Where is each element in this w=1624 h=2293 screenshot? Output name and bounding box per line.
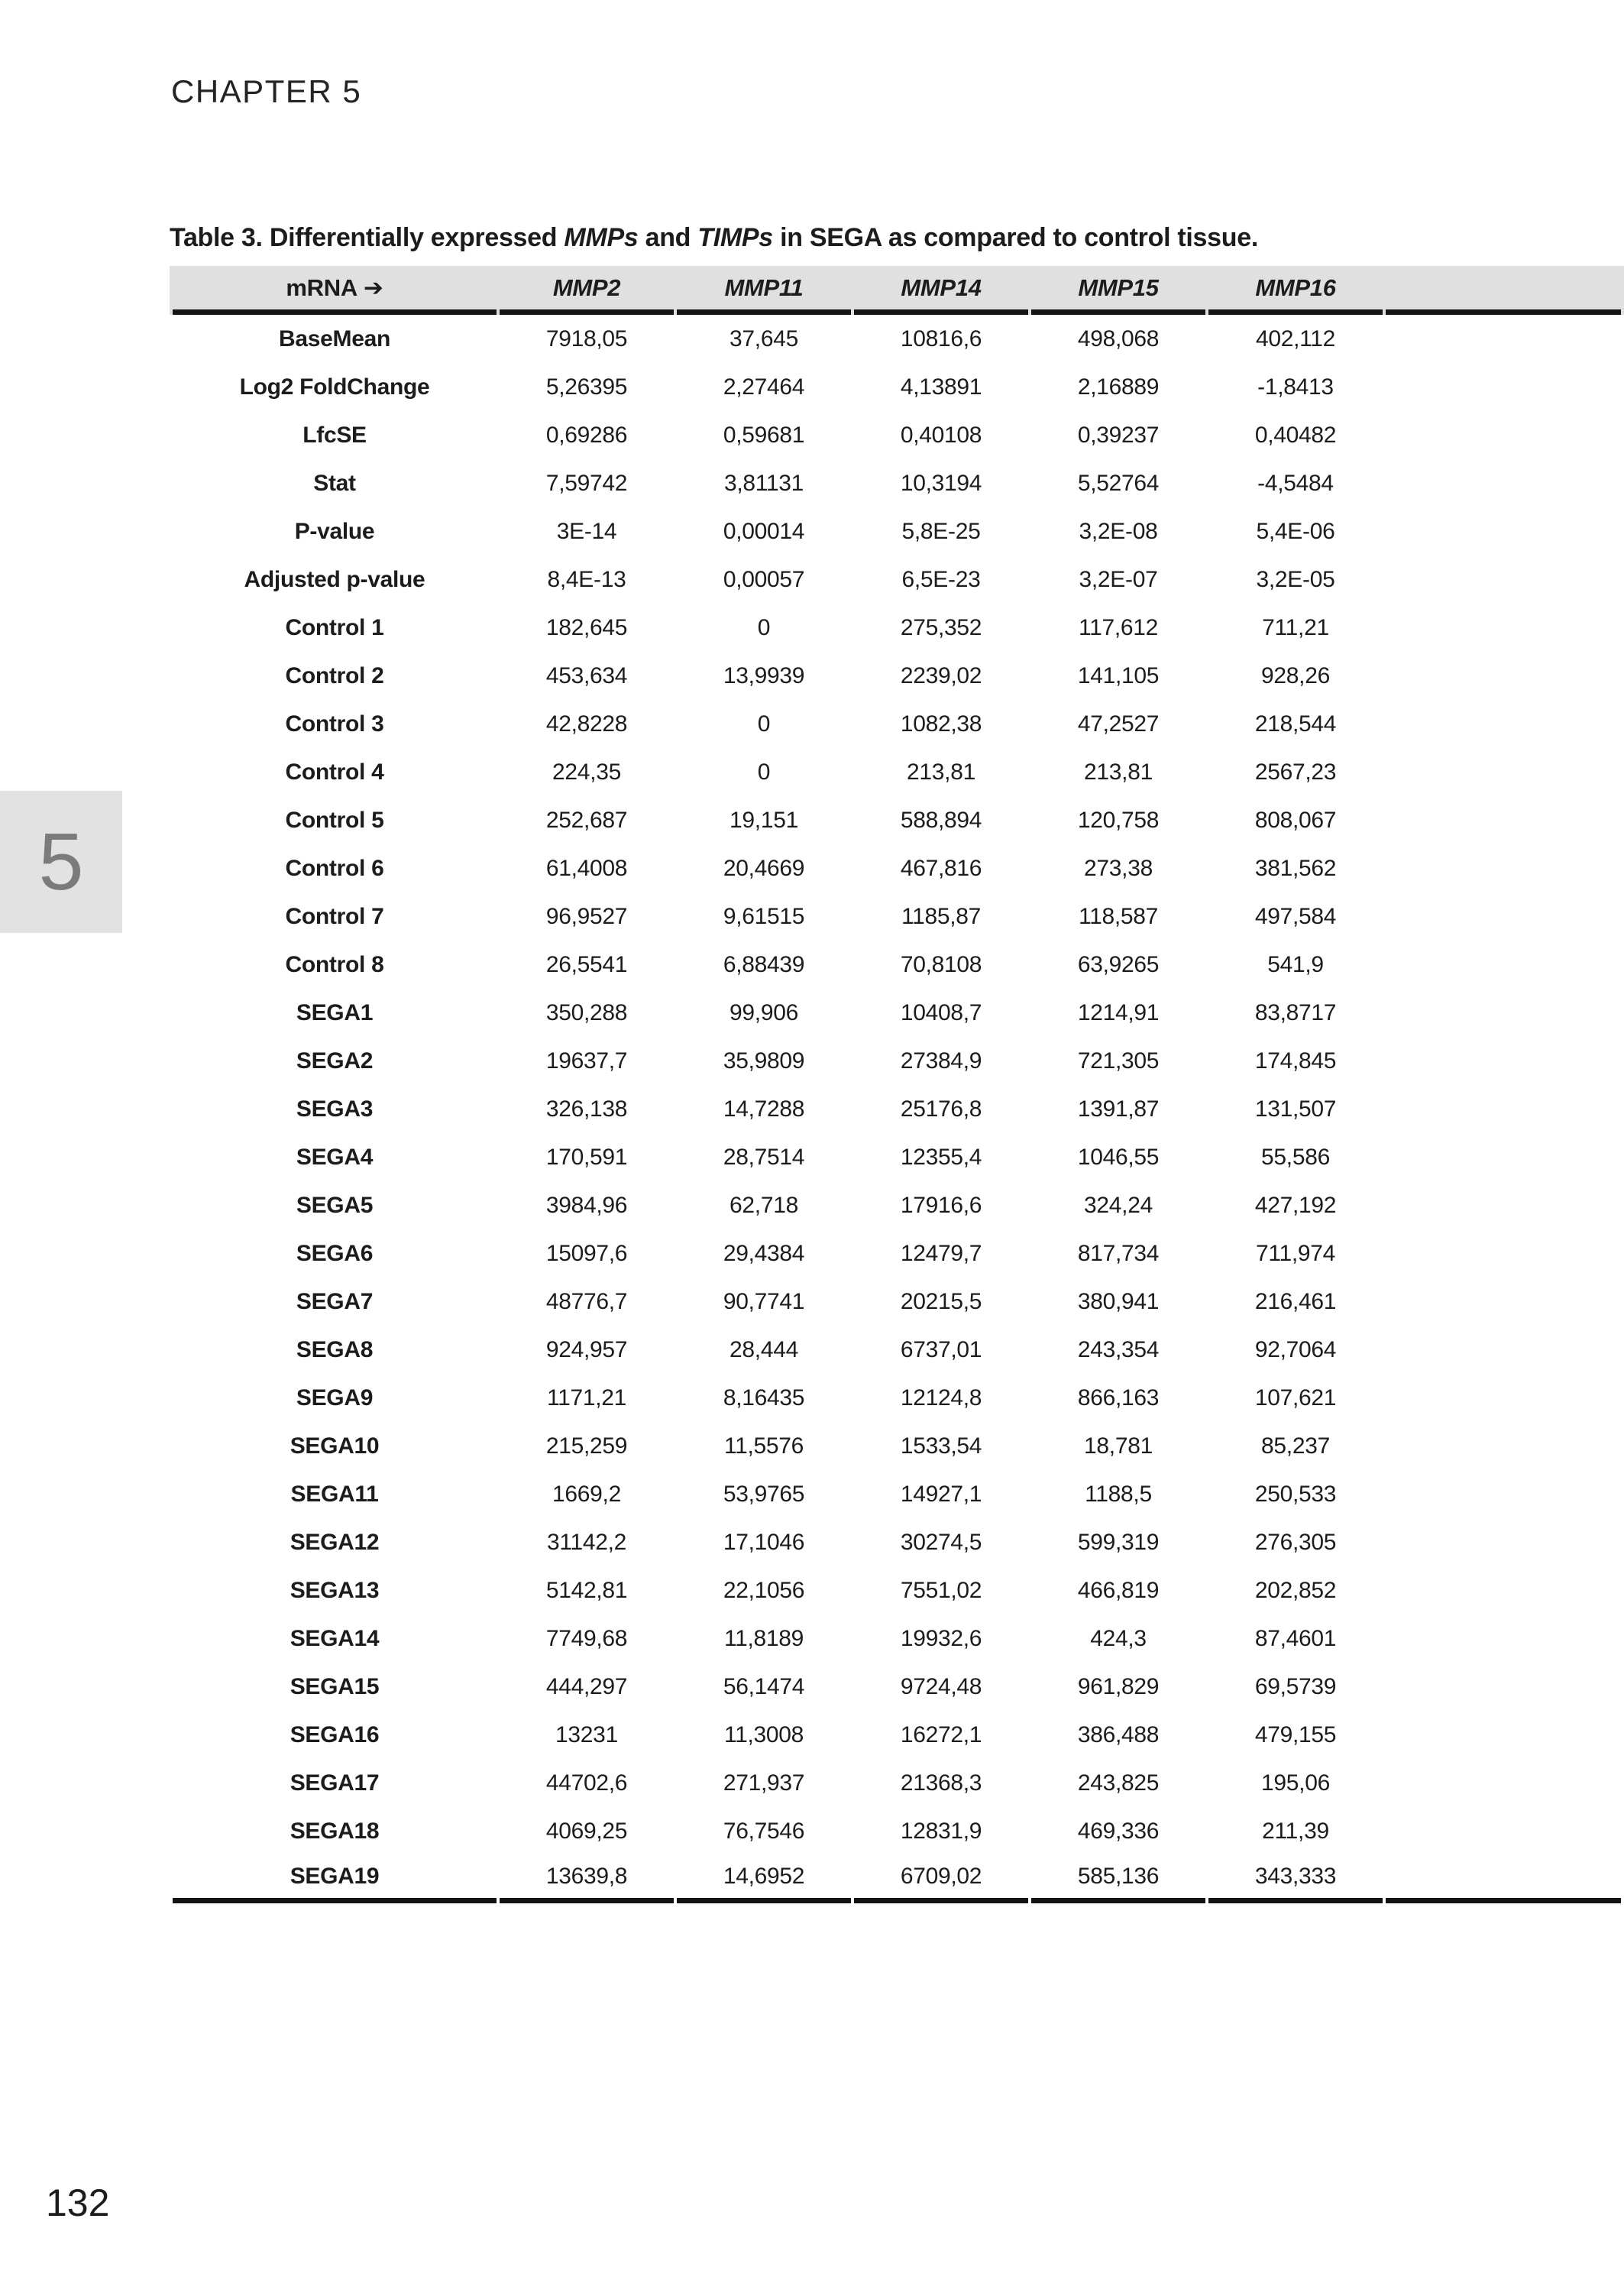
table-cell-filler	[1386, 555, 1621, 604]
column-header-mmp16: MMP16	[1208, 266, 1383, 315]
table-cell: 202,852	[1254, 1577, 1337, 1603]
table-cell: 11,3008	[723, 1721, 804, 1747]
table-cell: 19932,6	[900, 1625, 982, 1651]
table-cell-filler	[1386, 1181, 1621, 1229]
table-cell: 243,825	[1077, 1770, 1160, 1796]
table-cell: 721,305	[1077, 1048, 1160, 1074]
table-row	[173, 1711, 1621, 1759]
table-cell-filler	[1386, 989, 1621, 1037]
table-cell: 17,1046	[723, 1529, 805, 1555]
chapter-tab	[0, 791, 122, 933]
table-cell: 326,138	[545, 1096, 628, 1122]
table-cell: 424,3	[1090, 1625, 1147, 1651]
table-cell: 1188,5	[1085, 1481, 1152, 1507]
row-label: SEGA18	[290, 1818, 380, 1844]
table-cell: 13231	[555, 1721, 618, 1747]
table-cell: 96,9527	[545, 903, 628, 929]
mrna-label: mRNA	[286, 274, 357, 301]
table-cell: 252,687	[545, 807, 628, 833]
table-cell: 1171,21	[546, 1385, 627, 1410]
row-label: SEGA14	[290, 1625, 380, 1651]
row-label: SEGA9	[296, 1385, 374, 1410]
mmp-table	[170, 266, 1624, 1903]
table-cell: 402,112	[1255, 325, 1336, 351]
table-cell: 380,941	[1077, 1288, 1160, 1314]
table-cell: 42,8228	[545, 711, 628, 737]
table-cell: 585,136	[1031, 1855, 1205, 1903]
table-cell: 37,645	[730, 325, 798, 351]
table-cell-filler	[1386, 1518, 1621, 1566]
table-cell-filler	[1386, 1759, 1621, 1807]
table-cell-filler	[1386, 844, 1621, 892]
table-cell: 21368,3	[900, 1770, 982, 1796]
row-label: Control 8	[285, 951, 384, 977]
table-cell-filler	[1386, 1614, 1621, 1663]
table-cell: 27384,9	[900, 1048, 982, 1074]
table-cell-filler	[1386, 315, 1621, 363]
row-label: Log2 FoldChange	[239, 374, 430, 400]
table-cell: 8,4E-13	[547, 566, 626, 592]
row-label: SEGA13	[290, 1577, 380, 1603]
table-cell: 61,4008	[545, 855, 628, 881]
table-row	[173, 555, 1621, 604]
table-cell: 497,584	[1254, 903, 1337, 929]
table-cell: 14,6952	[677, 1855, 851, 1903]
chapter-tab-number: 5	[38, 817, 84, 907]
table-cell: 1214,91	[1077, 999, 1160, 1025]
table-cell: 213,81	[1084, 759, 1153, 785]
table-cell-filler	[1386, 459, 1621, 507]
table-cell: 17916,6	[900, 1192, 982, 1218]
table-cell-filler	[1386, 1374, 1621, 1422]
table-cell-filler	[1386, 1711, 1621, 1759]
table-cell: 20215,5	[900, 1288, 982, 1314]
table-row	[173, 748, 1621, 796]
table-cell: 170,591	[545, 1144, 628, 1170]
row-label: Control 6	[285, 855, 384, 881]
table-cell: 276,305	[1254, 1529, 1337, 1555]
table-row	[173, 363, 1621, 411]
table-cell: 10408,7	[900, 999, 982, 1025]
row-label: SEGA19	[173, 1855, 497, 1903]
table-cell: 118,587	[1078, 903, 1159, 929]
row-label: Control 1	[285, 614, 384, 640]
table-cell: 1669,2	[552, 1481, 621, 1507]
row-label: SEGA17	[290, 1770, 380, 1796]
row-label: SEGA11	[290, 1481, 379, 1507]
table-cell: 250,533	[1254, 1481, 1337, 1507]
table-cell-filler	[1386, 1278, 1621, 1326]
column-header-mrna	[173, 266, 497, 315]
table-cell: 15097,6	[545, 1240, 628, 1266]
table-row	[173, 652, 1621, 700]
right-arrow-icon: ➔	[363, 274, 383, 301]
table-cell: 10816,6	[900, 325, 982, 351]
table-row	[173, 1566, 1621, 1614]
table-cell: 63,9265	[1077, 951, 1160, 977]
table-cell: 1391,87	[1077, 1096, 1160, 1122]
table-cell: 216,461	[1254, 1288, 1337, 1314]
table-cell: 866,163	[1077, 1385, 1160, 1410]
row-label: Control 5	[285, 807, 384, 833]
table-cell-filler	[1386, 652, 1621, 700]
table-cell: 12124,8	[900, 1385, 982, 1410]
table-cell: 29,4384	[723, 1240, 805, 1266]
table-cell: 28,7514	[723, 1144, 805, 1170]
table-cell-filler	[1386, 796, 1621, 844]
table-cell: 9724,48	[900, 1673, 982, 1699]
table-title-text-2: and	[638, 223, 698, 252]
table-cell: 14927,1	[900, 1481, 982, 1507]
row-label: SEGA4	[296, 1144, 374, 1170]
row-label: Adjusted p-value	[244, 566, 425, 592]
row-label: SEGA8	[296, 1336, 374, 1362]
table-cell: 215,259	[545, 1433, 628, 1459]
row-label: Control 3	[285, 711, 384, 737]
table-title-label: Table 3.	[170, 223, 263, 252]
table-cell: 10,3194	[900, 470, 982, 496]
table-cell: 4,13891	[900, 374, 982, 400]
table-cell: 11,8189	[723, 1625, 804, 1651]
table-cell: 56,1474	[723, 1673, 805, 1699]
table-cell: 211,39	[1262, 1818, 1329, 1844]
table-cell: 5142,81	[545, 1577, 628, 1603]
header-filler	[1386, 266, 1621, 315]
table-cell: 30274,5	[900, 1529, 982, 1555]
row-label: SEGA15	[290, 1673, 380, 1699]
table-cell-filler	[1386, 748, 1621, 796]
table-cell: 26,5541	[545, 951, 628, 977]
table-cell: 3,2E-05	[1256, 566, 1335, 592]
table-cell: 6,88439	[723, 951, 805, 977]
table-cell: 961,829	[1077, 1673, 1160, 1699]
table-row	[173, 1518, 1621, 1566]
row-label: SEGA3	[296, 1096, 374, 1122]
table-cell: 218,544	[1254, 711, 1337, 737]
table-cell: 13,9939	[723, 662, 805, 688]
table-cell: 48776,7	[545, 1288, 628, 1314]
table-row	[173, 315, 1621, 363]
table-cell: 5,4E-06	[1256, 518, 1335, 544]
table-cell: 83,8717	[1254, 999, 1337, 1025]
table-cell: 808,067	[1254, 807, 1337, 833]
table-row	[173, 1133, 1621, 1181]
table-cell: 2,27464	[723, 374, 805, 400]
table-cell: 453,634	[545, 662, 628, 688]
table-cell: 12355,4	[900, 1144, 982, 1170]
table-cell: 14,7288	[723, 1096, 805, 1122]
table-cell-filler	[1386, 1855, 1621, 1903]
table-row	[173, 700, 1621, 748]
table-cell: 131,507	[1254, 1096, 1337, 1122]
table-cell-filler	[1386, 892, 1621, 941]
table-cell: 5,52764	[1077, 470, 1160, 496]
table-cell: 6737,01	[900, 1336, 982, 1362]
table-cell: 90,7741	[723, 1288, 805, 1314]
row-label: LfcSE	[302, 422, 367, 448]
table-cell-filler	[1386, 941, 1621, 989]
table-cell: 466,819	[1077, 1577, 1160, 1603]
table-row	[173, 604, 1621, 652]
table-cell: 99,906	[730, 999, 798, 1025]
table-cell: 55,586	[1261, 1144, 1330, 1170]
table-cell: 3,2E-08	[1079, 518, 1158, 544]
table-cell: 0,39237	[1077, 422, 1160, 448]
table-cell: 0,59681	[723, 422, 805, 448]
row-label: SEGA16	[290, 1721, 380, 1747]
table-row	[173, 1278, 1621, 1326]
table-cell: 76,7546	[723, 1818, 805, 1844]
table-cell: 117,612	[1078, 614, 1159, 640]
table-row	[173, 1037, 1621, 1085]
table-title-italic-timps: TIMPs	[697, 223, 773, 252]
table-cell: 5,26395	[545, 374, 628, 400]
table-row	[173, 1614, 1621, 1663]
table-cell: 8,16435	[723, 1385, 805, 1410]
table-cell: 31142,2	[546, 1529, 627, 1555]
table-cell: 6,5E-23	[901, 566, 981, 592]
table-cell: 273,38	[1084, 855, 1153, 881]
table-cell-filler	[1386, 1807, 1621, 1855]
row-label: Stat	[313, 470, 356, 496]
table-cell: 467,816	[900, 855, 982, 881]
table-cell-filler	[1386, 1037, 1621, 1085]
table-row	[173, 411, 1621, 459]
table-cell: 9,61515	[723, 903, 805, 929]
table-row	[173, 1374, 1621, 1422]
table-cell: 195,06	[1261, 1770, 1330, 1796]
table-row	[173, 892, 1621, 941]
table-cell: 224,35	[552, 759, 621, 785]
table-row	[173, 1470, 1621, 1518]
table-cell-filler	[1386, 1085, 1621, 1133]
row-label: SEGA5	[296, 1192, 374, 1218]
table-cell: 107,621	[1254, 1385, 1337, 1410]
table-cell: 2,16889	[1077, 374, 1160, 400]
table-cell: 924,957	[545, 1336, 628, 1362]
table-cell: 92,7064	[1254, 1336, 1337, 1362]
table-cell-filler	[1386, 411, 1621, 459]
row-label: Control 7	[285, 903, 384, 929]
table-cell-filler	[1386, 1326, 1621, 1374]
table-row	[173, 941, 1621, 989]
table-cell: 343,333	[1208, 1855, 1383, 1903]
table-cell: 0,00014	[723, 518, 805, 544]
chapter-header: CHAPTER 5	[171, 73, 362, 109]
table-row	[173, 507, 1621, 555]
table-cell: 11,5576	[723, 1433, 804, 1459]
table-cell: 12479,7	[900, 1240, 982, 1266]
row-label: SEGA12	[290, 1529, 380, 1555]
table-cell: 7918,05	[545, 325, 628, 351]
table-cell: 0,40108	[900, 422, 982, 448]
table-cell: 0,69286	[545, 422, 628, 448]
table-cell: 324,24	[1084, 1192, 1153, 1218]
row-label: SEGA2	[296, 1048, 374, 1074]
table-cell: 19637,7	[545, 1048, 628, 1074]
table-cell: 0	[757, 759, 771, 785]
table-row	[173, 1229, 1621, 1278]
table-cell: 243,354	[1077, 1336, 1160, 1362]
row-label: Control 2	[285, 662, 384, 688]
table-row	[173, 1807, 1621, 1855]
table-cell: 444,297	[545, 1673, 628, 1699]
table-cell: -4,5484	[1257, 470, 1334, 496]
table-row	[173, 1181, 1621, 1229]
table-cell: 588,894	[900, 807, 982, 833]
table-row	[173, 989, 1621, 1037]
table-cell: 20,4669	[723, 855, 805, 881]
table-cell: 0,00057	[723, 566, 805, 592]
table-cell: 2567,23	[1254, 759, 1337, 785]
table-cell-filler	[1386, 1229, 1621, 1278]
table-cell: 498,068	[1077, 325, 1160, 351]
table-cell: 1185,87	[901, 903, 982, 929]
table-cell: 3,81131	[723, 470, 804, 496]
row-label: SEGA10	[290, 1433, 380, 1459]
table-cell: 928,26	[1261, 662, 1330, 688]
column-header-mmp14: MMP14	[854, 266, 1028, 315]
table-row	[173, 796, 1621, 844]
table-cell: 469,336	[1077, 1818, 1160, 1844]
table-cell: 141,105	[1077, 662, 1160, 688]
table-cell-filler	[1386, 604, 1621, 652]
table-cell: 182,645	[545, 614, 628, 640]
row-label: BaseMean	[278, 325, 390, 351]
row-label: SEGA6	[296, 1240, 374, 1266]
table-cell-filler	[1386, 1566, 1621, 1614]
table-cell-filler	[1386, 1422, 1621, 1470]
table-row	[173, 1085, 1621, 1133]
table-cell: 0,40482	[1254, 422, 1337, 448]
table-cell: 13639,8	[500, 1855, 674, 1903]
row-label: Control 4	[285, 759, 384, 785]
column-header-mmp11: MMP11	[677, 266, 851, 315]
table-cell: 16272,1	[900, 1721, 982, 1747]
table-title-text-1: Differentially expressed	[262, 223, 565, 252]
row-label: SEGA1	[296, 999, 374, 1025]
table-cell: 386,488	[1077, 1721, 1160, 1747]
table-cell: 7,59742	[545, 470, 628, 496]
table-row	[173, 1326, 1621, 1374]
table-cell: 7749,68	[545, 1625, 628, 1651]
page-number: 132	[46, 2181, 110, 2224]
table-cell: 6709,02	[854, 1855, 1028, 1903]
table-cell: 711,21	[1262, 614, 1329, 640]
table-row	[173, 1422, 1621, 1470]
table-area	[170, 266, 1624, 1903]
table-cell: 25176,8	[900, 1096, 982, 1122]
table-cell: 1046,55	[1077, 1144, 1160, 1170]
table-row	[173, 1759, 1621, 1807]
table-cell: 817,734	[1077, 1240, 1160, 1266]
table-row	[173, 1663, 1621, 1711]
table-cell: 62,718	[730, 1192, 798, 1218]
table-title-italic-mmps: MMPs	[564, 223, 639, 252]
table-cell: 427,192	[1254, 1192, 1337, 1218]
table-row	[173, 1855, 1621, 1903]
table-cell-filler	[1386, 363, 1621, 411]
table-cell: 2239,02	[900, 662, 982, 688]
table-cell: 479,155	[1254, 1721, 1337, 1747]
table-title-text-3: in SEGA as compared to control tissue.	[772, 223, 1258, 252]
table-cell: 69,5739	[1254, 1673, 1337, 1699]
table-cell: 3,2E-07	[1079, 566, 1158, 592]
table-cell: 0	[757, 614, 771, 640]
table-cell: 18,781	[1084, 1433, 1153, 1459]
table-title	[170, 223, 1545, 253]
table-cell: 44702,6	[545, 1770, 628, 1796]
table-cell-filler	[1386, 1133, 1621, 1181]
table-cell: 12831,9	[900, 1818, 982, 1844]
table-cell: 381,562	[1254, 855, 1337, 881]
table-cell: 213,81	[907, 759, 975, 785]
table-cell: 4069,25	[545, 1818, 628, 1844]
table-cell: 120,758	[1077, 807, 1160, 833]
table-header-row	[173, 266, 1621, 315]
table-cell-filler	[1386, 1663, 1621, 1711]
table-cell: 0	[757, 711, 771, 737]
table-cell: 711,974	[1255, 1240, 1336, 1266]
table-cell: 271,937	[723, 1770, 805, 1796]
table-body	[173, 315, 1621, 1903]
table-cell: 19,151	[730, 807, 798, 833]
table-cell: 599,319	[1077, 1529, 1160, 1555]
table-cell: 5,8E-25	[901, 518, 981, 544]
table-cell: 3984,96	[545, 1192, 628, 1218]
table-cell: 87,4601	[1254, 1625, 1337, 1651]
column-header-mmp15: MMP15	[1031, 266, 1205, 315]
table-cell: 22,1056	[723, 1577, 805, 1603]
table-cell: 275,352	[900, 614, 982, 640]
table-cell: 174,845	[1254, 1048, 1337, 1074]
table-cell: 350,288	[545, 999, 628, 1025]
row-label: P-value	[294, 518, 375, 544]
table-cell: 1082,38	[900, 711, 982, 737]
table-cell: 1533,54	[900, 1433, 982, 1459]
row-label: SEGA7	[296, 1288, 374, 1314]
table-cell: 35,9809	[723, 1048, 805, 1074]
table-cell: 47,2527	[1077, 711, 1160, 737]
table-cell-filler	[1386, 700, 1621, 748]
column-header-mmp2: MMP2	[500, 266, 674, 315]
table-cell: 70,8108	[900, 951, 982, 977]
table-cell: 7551,02	[900, 1577, 982, 1603]
table-cell: 28,444	[730, 1336, 798, 1362]
table-cell: -1,8413	[1257, 374, 1334, 400]
table-cell-filler	[1386, 1470, 1621, 1518]
table-cell: 541,9	[1267, 951, 1324, 977]
table-row	[173, 459, 1621, 507]
table-row	[173, 844, 1621, 892]
table-cell: 3E-14	[556, 518, 617, 544]
table-cell: 85,237	[1261, 1433, 1330, 1459]
table-cell-filler	[1386, 507, 1621, 555]
table-cell: 53,9765	[723, 1481, 805, 1507]
